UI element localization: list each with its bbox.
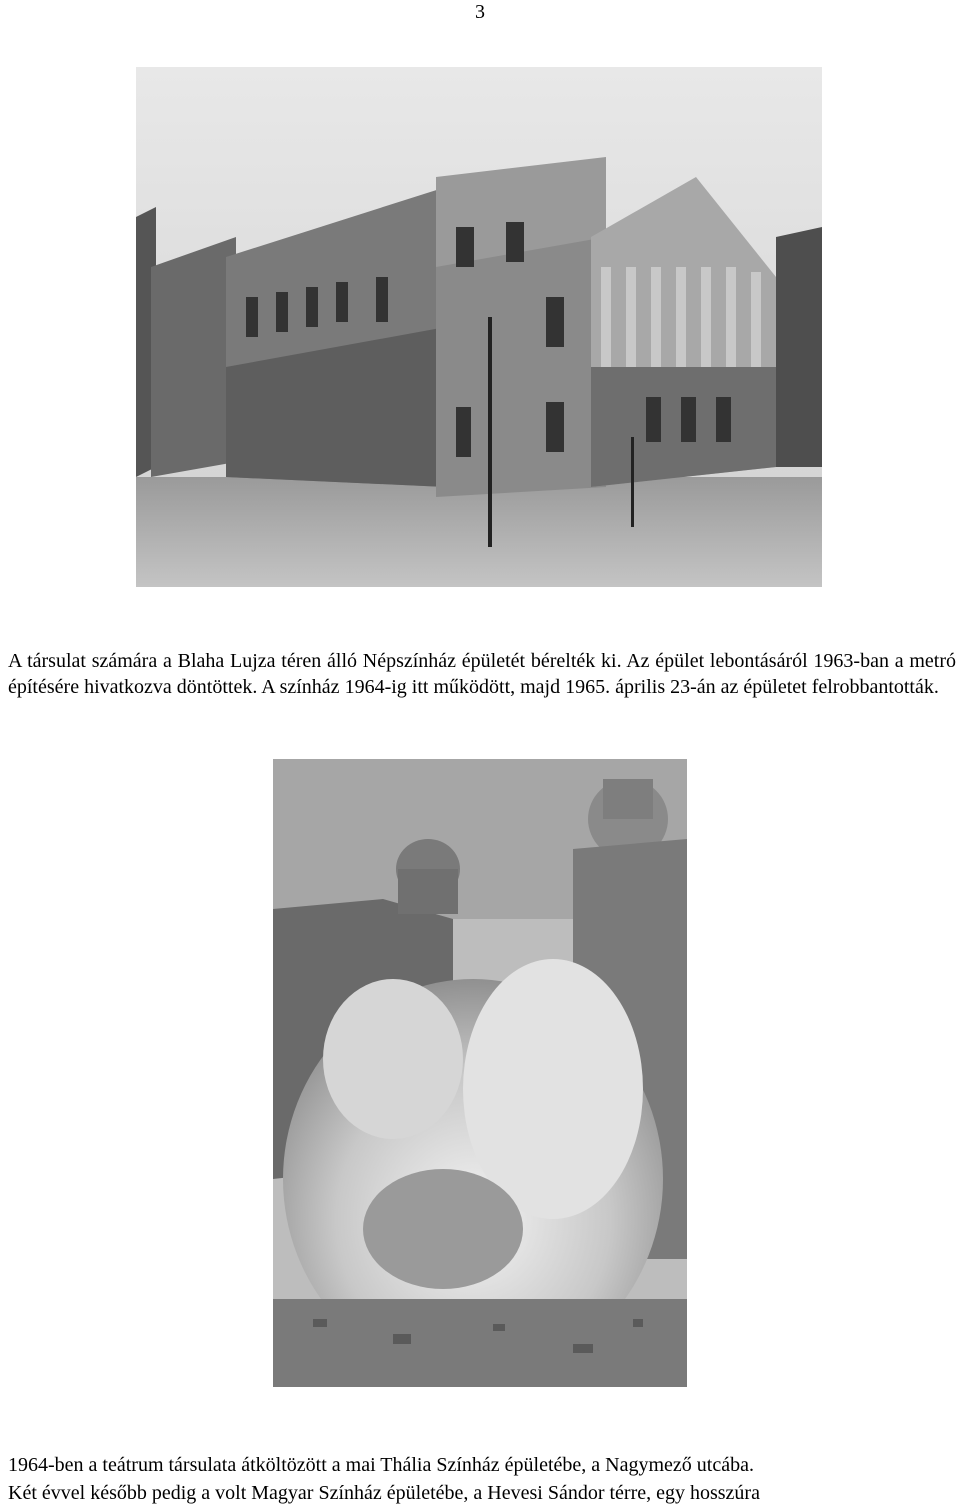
paragraph-nepszinhaz: A társulat számára a Blaha Lujza téren álló Népszínház épületét bérelték ki. Az épület lebontásáról 1963-ban a metró építésére hivatkozva döntöttek. A színház 1964-ig itt működött, majd 1965. április 23-án az épületet felrobbantották. [8,650,956,698]
paragraph-thalia-line-1: 1964-ben a teátrum társulata átköltözött a mai Thália Színház épületébe, a Nagymező utcába. [8,1454,754,1476]
demolition-explosion-photo [273,759,687,1387]
paragraph-thalia-line-2: Két évvel később pedig a volt Magyar Színház épületébe, a Hevesi Sándor térre, egy hosszúra [8,1482,760,1504]
paragraph-thalia [8,1451,956,1507]
theatre-building-photo [136,67,822,587]
page-number: 3 [475,1,485,23]
